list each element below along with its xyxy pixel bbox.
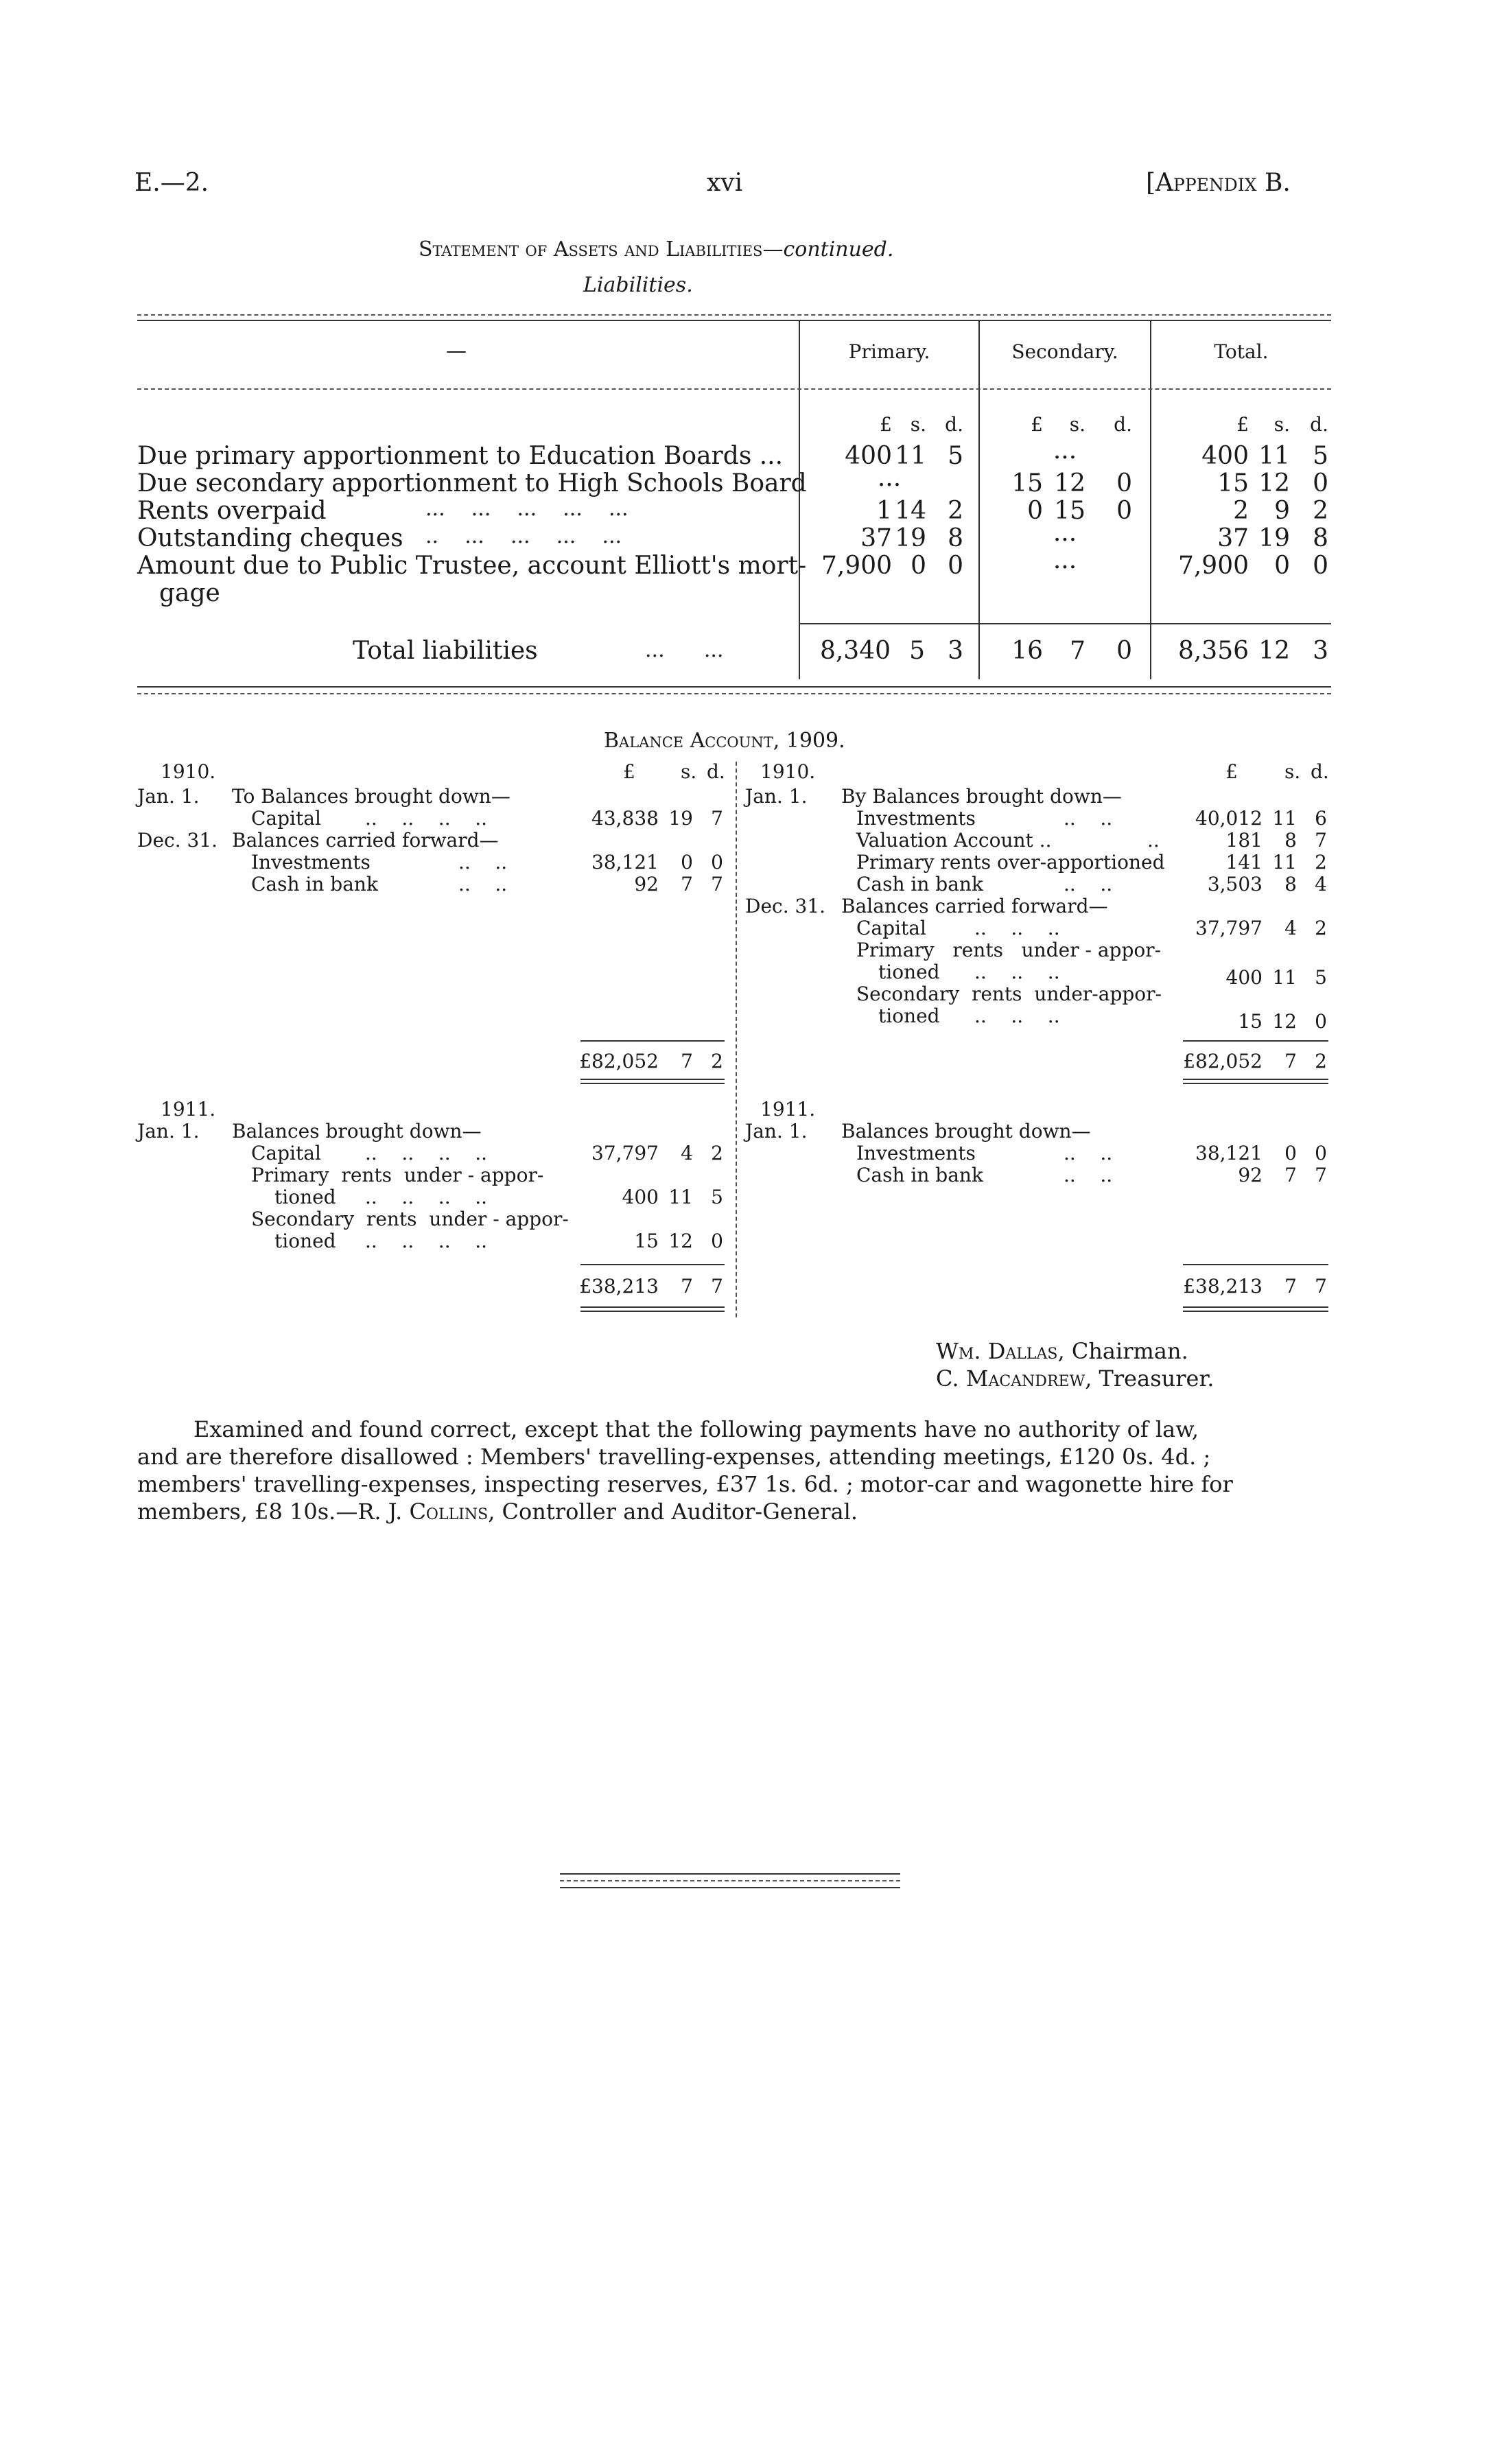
balance-left-s: 12 [668,1230,693,1252]
balance-right-total-l: £82,052 [1183,1050,1263,1072]
balance-left-d: 5 [711,1186,723,1208]
balance-right-text: Balances brought down— [841,1120,1091,1142]
audit-line: members' travelling-expenses, inspecting reserves, £37 1s. 6d. ; motor-car and wagonette hire for [137,1471,1233,1497]
balance-right-total2-l: £38,213 [1183,1275,1263,1298]
footer-rule-3 [560,1887,900,1888]
liab-primary-dots: ... [877,464,902,492]
balance-left-l: 400 [622,1186,659,1208]
liab-head-primary: Primary. [848,340,930,363]
signature-name: C. Macandrew [936,1365,1085,1392]
balance-left-l: 15 [634,1230,659,1252]
liab-secondary-dots: ... [1053,436,1077,465]
liab-total-secondary-d: 0 [1116,637,1132,665]
liab-col-rule-3 [1150,321,1151,679]
balance-right-d: 4 [1315,873,1327,895]
balance-right-d: 7 [1315,1164,1327,1186]
liab-primary-s: 19 [895,524,926,552]
balance-right-text: Cash in bank [856,873,983,895]
balance-right-d: 7 [1315,829,1327,852]
balance-right-d: 2 [1315,851,1327,873]
liab-row-label: Outstanding cheques [137,524,403,552]
liabilities-subtitle: Liabilities. [583,273,693,297]
balance-right-text: tioned [878,961,940,983]
balance-left-dots: .. .. [458,851,508,873]
balance-right-double-rule [1183,1079,1328,1080]
liab-secondary-d: 0 [1116,497,1132,525]
balance-left-date: Jan. 1. [137,1120,200,1142]
liab-total-total-d: 3 [1313,637,1328,665]
balance-left-d: 0 [711,1230,723,1252]
liab-row-label-cont: gage [159,579,220,607]
balance-right-total2-s: 7 [1284,1275,1297,1298]
balance-right-l: 400 [1225,966,1263,989]
balance-right-date: Jan. 1. [745,1120,808,1142]
balance-left-d: 7 [711,873,723,895]
liab-primary-l: 400 [845,442,892,470]
liab-total-l: 400 [1201,442,1249,470]
balance-right-text: Primary rents over-apportioned [856,851,1165,873]
balance-left-s: 7 [681,873,693,895]
unit-secondary-d: d. [1114,413,1132,436]
balance-left-unit-l: £ [623,760,635,783]
balance-right-l: 37,797 [1195,917,1263,939]
liab-primary-d: 2 [948,497,963,525]
balance-right-l: 38,121 [1195,1142,1263,1164]
balance-left-l: 92 [634,873,659,895]
liab-head-total: Total. [1214,340,1269,363]
balance-right-d: 0 [1315,1142,1327,1164]
page-code: E.—2. [134,169,209,197]
balance-left-total2-rule [580,1264,725,1265]
balance-left-double-rule-2 [580,1083,725,1084]
liab-leader-dots: .. ... ... ... ... [425,524,622,548]
balance-right-s: 8 [1284,873,1297,895]
balance-right-total-s: 7 [1284,1050,1297,1072]
balance-right-dots: .. [1147,829,1160,852]
balance-right-total-rule [1183,1040,1328,1042]
balance-left-text: Secondary rents under - appor- [251,1208,569,1230]
balance-left-text: Primary rents under - appor- [251,1164,544,1186]
balance-right-l: 3,503 [1207,873,1263,895]
balance-right-unit-l: £ [1225,760,1238,783]
balance-right-dots: .. .. .. [974,917,1060,939]
balance-left-s: 19 [668,807,693,830]
balance-left-double-rule [580,1079,725,1080]
liab-row-label: Rents overpaid [137,497,327,525]
liab-total-s: 12 [1258,469,1290,497]
balance-right-double2-rule-2 [1183,1311,1328,1312]
liab-row-label: Due secondary apportionment to High Schools Board [137,469,807,497]
balance-left-unit-s: s. [681,760,697,783]
balance-left-double2-rule [580,1306,725,1308]
balance-right-l: 92 [1238,1164,1263,1186]
liab-primary-s: 11 [895,442,926,470]
balance-left-l: 43,838 [591,807,659,830]
balance-right-year2: 1911. [760,1098,816,1120]
liab-total-rule [799,623,1331,624]
statement-title-continued: continued. [783,237,894,261]
balance-left-d: 7 [711,807,723,830]
balance-right-d: 6 [1315,807,1327,830]
balance-right-s: 0 [1284,1142,1297,1164]
unit-total-d: d. [1310,413,1328,436]
liab-total-secondary-s: 7 [1070,637,1085,665]
balance-left-total2-s: 7 [681,1275,693,1298]
auditor-name: R. J. Collins [357,1499,489,1525]
balance-right-dots: .. .. [1064,1164,1113,1186]
statement-title [419,237,893,261]
liab-primary-s: 0 [911,552,926,580]
balance-right-text: Primary rents under - appor- [856,939,1162,961]
liab-col-rule-1 [799,321,800,679]
balance-right-unit-s: s. [1284,760,1301,783]
balance-left-dots: .. .. .. .. [365,1186,488,1208]
liab-top-rule [137,314,1331,316]
balance-left-dots: .. .. .. .. [365,807,488,830]
balance-right-l: 15 [1238,1010,1263,1033]
balance-left-total-d: 2 [711,1050,723,1072]
balance-left-year2: 1911. [161,1098,216,1120]
unit-secondary-s: s. [1069,413,1085,436]
auditor-role: , Controller and Auditor-General. [488,1499,858,1525]
balance-left-s: 11 [668,1186,693,1208]
balance-left-total-l: £82,052 [579,1050,659,1072]
balance-left-total2-l: £38,213 [579,1275,659,1298]
liab-total-total-l: 8,356 [1177,637,1249,665]
balance-right-total2-rule [1183,1264,1328,1265]
liab-primary-d: 8 [948,524,963,552]
liab-primary-l: 37 [860,524,892,552]
balance-left-s: 4 [681,1142,693,1164]
liab-total-l: 37 [1217,524,1249,552]
unit-primary-s: s. [910,413,926,436]
unit-primary-l: £ [880,413,892,436]
balance-left-date: Jan. 1. [137,785,200,808]
liab-total-d: 0 [1313,552,1328,580]
liab-total-l: 7,900 [1177,552,1249,580]
balance-right-date: Jan. 1. [745,785,808,808]
liab-secondary-s: 15 [1054,497,1085,525]
balance-right-l: 181 [1225,829,1263,852]
balance-right-d: 2 [1315,917,1327,939]
balance-left-d: 0 [711,851,723,873]
liab-total-primary-l: 8,340 [819,637,891,665]
signature-treasurer [936,1365,1214,1392]
liab-total-s: 19 [1258,524,1290,552]
balance-right-text: Investments [856,807,976,830]
balance-left-unit-d: d. [707,760,725,783]
signature-role: , Treasurer. [1085,1365,1214,1392]
balance-title: Balance Account, 1909. [604,729,845,753]
liab-total-s: 9 [1274,497,1290,525]
balance-right-s: 11 [1272,851,1297,873]
balance-right-text: Secondary rents under-appor- [856,983,1162,1005]
balance-left-dots: .. .. .. .. [365,1230,488,1252]
liab-total-s: 0 [1274,552,1290,580]
balance-right-l: 40,012 [1195,807,1263,830]
balance-right-unit-d: d. [1311,760,1329,783]
signature-chairman [936,1338,1188,1364]
balance-right-total-d: 2 [1315,1050,1327,1072]
balance-left-text: Capital [251,1142,321,1164]
balance-right-dots: .. .. .. [974,1005,1060,1027]
balance-left-l: 37,797 [591,1142,659,1164]
audit-line: and are therefore disallowed : Members' travelling-expenses, attending meetings, £120 0s. 4d. ; [137,1444,1211,1470]
balance-left-text: Cash in bank [251,873,378,895]
balance-left-l: 38,121 [591,851,659,873]
liab-secondary-l: 15 [1011,469,1043,497]
balance-right-dots: .. .. [1064,1142,1113,1164]
liab-secondary-dots: ... [1053,519,1077,547]
balance-right-text: Investments [856,1142,976,1164]
balance-right-text: Capital [856,917,926,939]
liab-total-d: 5 [1313,442,1328,470]
liab-total-primary-d: 3 [948,637,963,665]
balance-right-text: tioned [878,1005,940,1027]
balance-left-d: 2 [711,1142,723,1164]
liab-col-rule-2 [978,321,980,679]
balance-left-total2-d: 7 [711,1275,723,1298]
liab-secondary-dots: ... [1053,546,1077,574]
liab-total-label: Total liabilities [353,637,538,665]
balance-left-dots: .. .. .. .. [365,1142,488,1164]
balance-right-s: 12 [1272,1010,1297,1033]
liab-bottom-rule [137,686,1331,688]
liab-secondary-d: 0 [1116,469,1132,497]
balance-right-dots: .. .. .. [974,961,1060,983]
unit-primary-d: d. [945,413,963,436]
liab-total-l: 15 [1217,469,1249,497]
liab-primary-d: 0 [948,552,963,580]
liab-head-rule [137,388,1331,390]
appendix-label: [Appendix B. [1146,169,1291,197]
balance-right-s: 11 [1272,807,1297,830]
audit-line-last [137,1499,858,1525]
balance-center-rule [736,762,737,1317]
liab-primary-l: 7,900 [821,552,892,580]
balance-right-total2-d: 7 [1315,1275,1327,1298]
balance-left-text: Investments [251,851,371,873]
liab-total-d: 2 [1313,497,1328,525]
audit-line: Examined and found correct, except that the following payments have no authority of law, [193,1416,1199,1442]
footer-rule [560,1873,900,1875]
balance-left-text: Balances brought down— [232,1120,482,1142]
liab-head-dash: — [446,339,467,363]
balance-left-total-s: 7 [681,1050,693,1072]
statement-title-main: Statement of Assets and Liabilities— [419,237,784,261]
balance-left-year: 1910. [161,760,216,783]
audit-prefix: members, £8 10s.— [137,1499,358,1525]
balance-right-d: 0 [1315,1010,1327,1033]
liab-primary-l: 1 [876,497,892,525]
liab-secondary-s: 12 [1054,469,1085,497]
liab-total-s: 11 [1258,442,1290,470]
balance-right-dots: .. .. [1064,873,1113,895]
balance-right-dots: .. .. [1064,807,1113,830]
liab-bottom-rule-2 [137,693,1331,694]
balance-right-d: 5 [1315,966,1327,989]
unit-total-s: s. [1273,413,1290,436]
liab-total-primary-s: 5 [909,637,925,665]
balance-right-s: 4 [1284,917,1297,939]
liab-leader-dots: ... ... ... ... ... [425,497,629,521]
balance-left-text: Balances carried forward— [232,829,499,852]
balance-left-text: tioned [274,1230,336,1252]
liab-primary-s: 14 [895,497,926,525]
liab-total-total-s: 12 [1258,637,1290,665]
liab-total-d: 0 [1313,469,1328,497]
balance-left-date: Dec. 31. [137,829,218,852]
balance-right-year: 1910. [760,760,816,783]
liab-head-secondary: Secondary. [1011,340,1118,363]
balance-left-text: To Balances brought down— [232,785,510,808]
balance-right-text: Balances carried forward— [841,895,1108,917]
liab-top-rule-2 [137,320,1331,321]
liab-total-d: 8 [1313,524,1328,552]
unit-total-l: £ [1236,413,1249,436]
balance-right-text: Valuation Account .. [856,829,1052,852]
balance-right-l: 141 [1225,851,1263,873]
signature-role: , Chairman. [1057,1338,1188,1364]
liab-total-secondary-l: 16 [1011,637,1043,665]
liab-row-label: Due primary apportionment to Education Boards ... [137,442,784,470]
balance-right-date: Dec. 31. [745,895,826,917]
balance-left-text: Capital [251,807,321,830]
balance-right-text: Cash in bank [856,1164,983,1186]
liab-total-l: 2 [1233,497,1249,525]
liab-total-dots: ... ... [645,638,724,662]
liab-secondary-l: 0 [1027,497,1043,525]
balance-right-text: By Balances brought down— [841,785,1122,808]
signature-name: Wm. Dallas [936,1338,1058,1364]
balance-right-s: 11 [1272,966,1297,989]
balance-left-dots: .. .. [458,873,508,895]
balance-right-s: 8 [1284,829,1297,852]
liab-row-label: Amount due to Public Trustee, account Elliott's mort- [137,552,807,580]
liab-primary-d: 5 [948,442,963,470]
balance-left-total-rule [580,1040,725,1042]
balance-right-double-rule-2 [1183,1083,1328,1084]
footer-rule-2 [560,1880,900,1881]
balance-right-s: 7 [1284,1164,1297,1186]
balance-left-double2-rule-2 [580,1311,725,1312]
balance-left-s: 0 [681,851,693,873]
page-number: xvi [707,169,743,197]
balance-right-double2-rule [1183,1306,1328,1308]
unit-secondary-l: £ [1031,413,1043,436]
balance-left-text: tioned [274,1186,336,1208]
